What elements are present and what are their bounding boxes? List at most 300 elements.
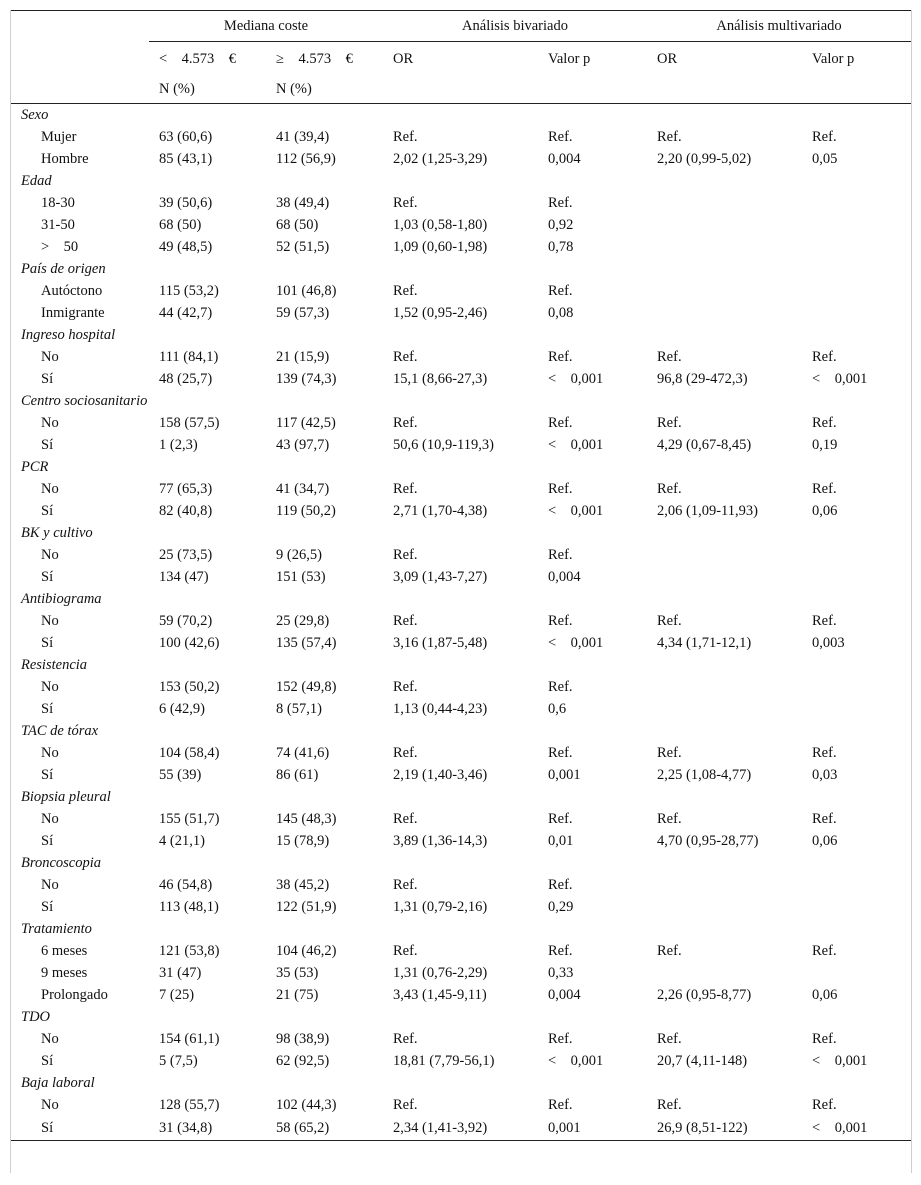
- table-row: [11, 1028, 911, 1050]
- cell-below-median: 155 (51,7): [159, 811, 220, 827]
- cell-below-median: 31 (34,8): [149, 1116, 266, 1141]
- cell-p-bivariate: Ref.: [548, 613, 573, 629]
- cell-below-median: 4 (21,1): [159, 833, 205, 849]
- cell-or-bivariate: Ref.: [393, 613, 418, 629]
- cell-above-median: 104 (46,2): [276, 943, 337, 959]
- cell-or-multivariate: Ref.: [657, 415, 682, 431]
- row-label: Inmigrante: [41, 305, 105, 321]
- cell-above-median: 52 (51,5): [276, 239, 330, 255]
- cell-above-median: 98 (38,9): [276, 1031, 330, 1047]
- table-row: [11, 830, 911, 852]
- cell-below-median: 158 (57,5): [159, 415, 220, 431]
- row-label: No: [41, 1031, 59, 1047]
- cell-p-bivariate: Ref.: [548, 129, 573, 145]
- cell-p-bivariate: 0,92: [548, 217, 574, 233]
- cell-p-bivariate: < 0,001: [548, 1053, 604, 1069]
- cell-above-median: 112 (56,9): [276, 151, 336, 167]
- table-row: [11, 962, 911, 984]
- cell-p-bivariate: 0,08: [548, 305, 574, 321]
- category-row: [11, 786, 911, 808]
- cell-p-multivariate: Ref.: [812, 129, 837, 145]
- category-label: BK y cultivo: [21, 525, 93, 541]
- cell-or-bivariate: 2,19 (1,40-3,46): [393, 767, 488, 783]
- cell-p-multivariate: [802, 566, 911, 588]
- cell-above-median: 15 (78,9): [276, 833, 330, 849]
- cell-below-median: 82 (40,8): [159, 503, 213, 519]
- cell-p-multivariate: < 0,001: [812, 371, 868, 387]
- cell-or-multivariate: [647, 280, 802, 302]
- cell-p-bivariate: < 0,001: [548, 503, 604, 519]
- table-row: [11, 214, 911, 236]
- table-row: [11, 302, 911, 324]
- cell-below-median: 7 (25): [159, 987, 195, 1003]
- cell-above-median: 41 (39,4): [276, 129, 330, 145]
- row-label: No: [41, 415, 59, 431]
- row-label: Sí: [41, 503, 54, 519]
- cell-below-median: 115 (53,2): [159, 283, 219, 299]
- cell-above-median: 119 (50,2): [276, 503, 336, 519]
- cell-below-median: 111 (84,1): [159, 349, 219, 365]
- table-row: [11, 676, 911, 698]
- cell-or-multivariate: Ref.: [657, 745, 682, 761]
- cell-above-median: 102 (44,3): [276, 1097, 337, 1113]
- cell-or-bivariate: 1,13 (0,44-4,23): [393, 701, 488, 717]
- cell-or-bivariate: 1,09 (0,60-1,98): [393, 239, 488, 255]
- cell-above-median: 21 (15,9): [276, 349, 330, 365]
- cell-or-multivariate: 20,7 (4,11-148): [657, 1053, 748, 1069]
- group-header-multivariate: Análisis multivariado: [647, 11, 911, 42]
- cell-below-median: 68 (50): [159, 217, 202, 233]
- cell-below-median: 25 (73,5): [159, 547, 213, 563]
- cell-or-multivariate: [647, 676, 802, 698]
- cell-or-bivariate: Ref.: [393, 877, 418, 893]
- cell-or-bivariate: 2,71 (1,70-4,38): [393, 503, 488, 519]
- cell-p-multivariate: < 0,001: [802, 1116, 911, 1141]
- col-header-above-median: ≥ 4.573 €: [276, 50, 353, 67]
- cell-or-bivariate: Ref.: [393, 129, 418, 145]
- table-row: [11, 1116, 911, 1141]
- row-label: > 50: [41, 239, 79, 255]
- cell-below-median: 39 (50,6): [159, 195, 213, 211]
- cell-above-median: 8 (57,1): [276, 701, 322, 717]
- cell-p-multivariate: Ref.: [812, 943, 837, 959]
- cell-below-median: 154 (61,1): [159, 1031, 220, 1047]
- group-header-bivariate: Análisis bivariado: [383, 11, 647, 42]
- cell-p-multivariate: [802, 236, 911, 258]
- table-row: [11, 126, 911, 148]
- cell-or-bivariate: Ref.: [393, 283, 418, 299]
- cell-p-multivariate: [802, 192, 911, 214]
- cell-or-multivariate: 2,25 (1,08-4,77): [657, 767, 752, 783]
- cell-above-median: 62 (92,5): [276, 1053, 330, 1069]
- cell-or-multivariate: [647, 962, 802, 984]
- table-row: [11, 412, 911, 434]
- table-row: [11, 368, 911, 390]
- category-row: [11, 720, 911, 742]
- cell-or-multivariate: 96,8 (29-472,3): [657, 371, 748, 387]
- row-label: 18-30: [41, 195, 75, 211]
- cell-p-bivariate: Ref.: [548, 415, 573, 431]
- cell-or-bivariate: 15,1 (8,66-27,3): [393, 371, 488, 387]
- cell-below-median: 77 (65,3): [159, 481, 213, 497]
- category-row: [11, 104, 911, 127]
- cell-or-multivariate: 2,20 (0,99-5,02): [657, 151, 752, 167]
- table-row: [11, 478, 911, 500]
- cell-or-bivariate: 3,43 (1,45-9,11): [393, 987, 487, 1003]
- cell-or-multivariate: 2,06 (1,09-11,93): [657, 503, 758, 519]
- cell-p-multivariate: Ref.: [812, 613, 837, 629]
- cell-p-multivariate: [802, 214, 911, 236]
- cell-or-multivariate: 4,29 (0,67-8,45): [657, 437, 752, 453]
- row-label: Sí: [41, 1053, 54, 1069]
- cell-p-multivariate: [802, 544, 911, 566]
- cell-p-multivariate: 0,06: [812, 987, 838, 1003]
- col-header-below-median: < 4.573 €: [159, 50, 237, 67]
- row-label: No: [41, 1097, 59, 1113]
- cell-or-multivariate: Ref.: [657, 811, 682, 827]
- cell-or-bivariate: Ref.: [393, 415, 418, 431]
- cell-or-bivariate: 3,89 (1,36-14,3): [393, 833, 488, 849]
- cell-below-median: 85 (43,1): [159, 151, 213, 167]
- cell-below-median: 104 (58,4): [159, 745, 220, 761]
- cell-or-bivariate: Ref.: [393, 811, 418, 827]
- cell-or-bivariate: 3,09 (1,43-7,27): [393, 569, 488, 585]
- category-label: Tratamiento: [21, 921, 92, 937]
- cell-or-multivariate: [647, 874, 802, 896]
- cell-p-bivariate: 0,001: [548, 767, 581, 783]
- cell-below-median: 48 (25,7): [159, 371, 213, 387]
- cell-or-bivariate: 2,34 (1,41-3,92): [383, 1116, 538, 1141]
- cell-above-median: 117 (42,5): [276, 415, 336, 431]
- cell-p-multivariate: [802, 962, 911, 984]
- category-label: Biopsia pleural: [21, 789, 111, 805]
- cell-p-bivariate: Ref.: [548, 195, 573, 211]
- cell-or-bivariate: Ref.: [393, 481, 418, 497]
- cell-p-bivariate: Ref.: [548, 481, 573, 497]
- cell-or-multivariate: Ref.: [657, 613, 682, 629]
- cell-p-multivariate: Ref.: [812, 1031, 837, 1047]
- cell-or-bivariate: Ref.: [393, 943, 418, 959]
- cell-or-bivariate: Ref.: [393, 349, 418, 365]
- cell-below-median: 134 (47): [159, 569, 209, 585]
- row-label: Sí: [41, 569, 54, 585]
- cell-or-multivariate: Ref.: [657, 481, 682, 497]
- row-label: No: [41, 481, 59, 497]
- col-header-or-multivariate: OR: [657, 50, 678, 67]
- cell-p-bivariate: < 0,001: [548, 635, 604, 651]
- cell-p-bivariate: 0,78: [548, 239, 574, 255]
- row-label: 31-50: [41, 217, 75, 233]
- cell-above-median: 74 (41,6): [276, 745, 330, 761]
- cell-or-multivariate: [647, 302, 802, 324]
- cell-p-multivariate: Ref.: [812, 1097, 837, 1113]
- category-row: [11, 170, 911, 192]
- table-row: [11, 544, 911, 566]
- cell-p-bivariate: Ref.: [548, 745, 573, 761]
- cell-p-multivariate: 0,19: [812, 437, 838, 453]
- table-row: [11, 236, 911, 258]
- cell-above-median: 145 (48,3): [276, 811, 337, 827]
- cell-above-median: 151 (53): [276, 569, 326, 585]
- cell-above-median: 122 (51,9): [276, 899, 337, 915]
- cell-or-bivariate: 2,02 (1,25-3,29): [393, 151, 488, 167]
- category-row: [11, 918, 911, 940]
- cell-below-median: 128 (55,7): [159, 1097, 220, 1113]
- cell-p-multivariate: 0,003: [812, 635, 845, 651]
- category-row: [11, 522, 911, 544]
- cell-p-multivariate: [802, 676, 911, 698]
- cell-below-median: 113 (48,1): [159, 899, 219, 915]
- cell-above-median: 152 (49,8): [276, 679, 337, 695]
- category-label: TDO: [21, 1009, 51, 1025]
- cell-p-bivariate: Ref.: [548, 877, 573, 893]
- row-label: Sí: [11, 1116, 149, 1141]
- cell-or-bivariate: Ref.: [393, 1097, 418, 1113]
- cell-p-multivariate: Ref.: [812, 349, 837, 365]
- table-row: [11, 742, 911, 764]
- cell-p-bivariate: 0,004: [548, 151, 581, 167]
- cell-or-bivariate: Ref.: [393, 679, 418, 695]
- cell-above-median: 9 (26,5): [276, 547, 322, 563]
- category-row: [11, 456, 911, 478]
- category-label: País de origen: [21, 261, 106, 277]
- cell-above-median: 35 (53): [276, 965, 319, 981]
- col-subheader-n-pct: N (%): [149, 75, 266, 104]
- cell-or-multivariate: Ref.: [657, 349, 682, 365]
- category-row: [11, 852, 911, 874]
- cell-or-multivariate: Ref.: [657, 129, 682, 145]
- row-label: No: [41, 811, 59, 827]
- cell-above-median: 41 (34,7): [276, 481, 330, 497]
- cell-p-bivariate: 0,6: [548, 701, 567, 717]
- cell-or-bivariate: 1,31 (0,76-2,29): [393, 965, 488, 981]
- row-label: Sí: [41, 635, 54, 651]
- cell-or-multivariate: Ref.: [657, 1097, 682, 1113]
- table-row: [11, 148, 911, 170]
- category-row: [11, 390, 911, 412]
- cell-or-multivariate: [647, 236, 802, 258]
- cell-above-median: 43 (97,7): [276, 437, 330, 453]
- row-label: Autóctono: [41, 283, 103, 299]
- header-empty-cell: [11, 42, 149, 76]
- cell-p-multivariate: [802, 698, 911, 720]
- cell-p-bivariate: < 0,001: [548, 371, 604, 387]
- cell-p-bivariate: Ref.: [548, 679, 573, 695]
- cell-above-median: 25 (29,8): [276, 613, 330, 629]
- table-body: [11, 104, 911, 1141]
- cell-above-median: 86 (61): [276, 767, 319, 783]
- cell-p-bivariate: Ref.: [548, 1031, 573, 1047]
- cell-below-median: 59 (70,2): [159, 613, 213, 629]
- cell-p-bivariate: Ref.: [548, 283, 573, 299]
- cell-or-multivariate: [647, 896, 802, 918]
- category-row: [11, 1006, 911, 1028]
- cell-above-median: 38 (45,2): [276, 877, 330, 893]
- col-subheader-n-pct: N (%): [266, 75, 383, 104]
- cell-below-median: 6 (42,9): [159, 701, 205, 717]
- category-label: Baja laboral: [21, 1075, 95, 1091]
- cell-p-bivariate: 0,01: [548, 833, 574, 849]
- row-label: 6 meses: [41, 943, 88, 959]
- cell-above-median: 68 (50): [276, 217, 319, 233]
- cell-or-multivariate: Ref.: [657, 943, 682, 959]
- table-row: [11, 566, 911, 588]
- table-row: [11, 1050, 911, 1072]
- table-row: [11, 940, 911, 962]
- cell-below-median: 153 (50,2): [159, 679, 220, 695]
- cell-above-median: 38 (49,4): [276, 195, 330, 211]
- cell-below-median: 121 (53,8): [159, 943, 220, 959]
- category-label: Edad: [21, 173, 52, 189]
- row-label: No: [41, 613, 59, 629]
- row-label: Sí: [41, 767, 54, 783]
- cell-below-median: 55 (39): [159, 767, 202, 783]
- table-row: [11, 896, 911, 918]
- category-label: Resistencia: [21, 657, 88, 673]
- cell-p-multivariate: 0,05: [812, 151, 838, 167]
- row-label: No: [41, 679, 59, 695]
- cell-p-bivariate: 0,29: [548, 899, 574, 915]
- category-label: TAC de tórax: [21, 723, 99, 739]
- cell-or-bivariate: 18,81 (7,79-56,1): [393, 1053, 495, 1069]
- cell-or-multivariate: 4,34 (1,71-12,1): [657, 635, 752, 651]
- cell-below-median: 63 (60,6): [159, 129, 213, 145]
- category-row: [11, 1072, 911, 1094]
- row-label: Sí: [41, 701, 54, 717]
- category-label: Broncoscopia: [21, 855, 102, 871]
- table-row: [11, 280, 911, 302]
- col-header-p-bivariate: Valor p: [548, 50, 591, 67]
- cell-p-bivariate: 0,004: [548, 987, 581, 1003]
- table-row: [11, 346, 911, 368]
- cell-p-multivariate: Ref.: [812, 415, 837, 431]
- table-row: [11, 610, 911, 632]
- cell-p-bivariate: Ref.: [548, 349, 573, 365]
- cell-or-bivariate: 1,52 (0,95-2,46): [393, 305, 488, 321]
- cell-or-bivariate: Ref.: [393, 547, 418, 563]
- table-row: [11, 808, 911, 830]
- table-row: [11, 984, 911, 1006]
- cell-above-median: 101 (46,8): [276, 283, 337, 299]
- header-empty-cell: [11, 11, 149, 42]
- table-row: [11, 698, 911, 720]
- cell-or-bivariate: 3,16 (1,87-5,48): [393, 635, 488, 651]
- cell-p-bivariate: Ref.: [548, 1097, 573, 1113]
- cell-or-multivariate: 4,70 (0,95-28,77): [657, 833, 759, 849]
- cell-below-median: 44 (42,7): [159, 305, 213, 321]
- row-label: No: [41, 877, 59, 893]
- cell-p-bivariate: Ref.: [548, 811, 573, 827]
- cell-above-median: 21 (75): [276, 987, 319, 1003]
- cell-or-bivariate: Ref.: [393, 195, 418, 211]
- cell-or-multivariate: [647, 566, 802, 588]
- cell-or-multivariate: [647, 698, 802, 720]
- cell-above-median: 135 (57,4): [276, 635, 337, 651]
- cell-p-multivariate: Ref.: [812, 745, 837, 761]
- category-row: [11, 588, 911, 610]
- cell-below-median: 1 (2,3): [159, 437, 198, 453]
- cell-or-multivariate: [647, 192, 802, 214]
- cell-p-multivariate: < 0,001: [812, 1053, 868, 1069]
- row-label: Sí: [41, 371, 54, 387]
- row-label: No: [41, 547, 59, 563]
- table-row: [11, 632, 911, 654]
- cell-below-median: 100 (42,6): [159, 635, 220, 651]
- category-label: Ingreso hospital: [21, 327, 116, 343]
- col-header-or-bivariate: OR: [393, 50, 414, 67]
- cell-p-multivariate: Ref.: [812, 481, 837, 497]
- cell-p-bivariate: Ref.: [548, 547, 573, 563]
- table-container: [10, 10, 912, 1173]
- row-label: Sí: [41, 437, 54, 453]
- col-header-p-multivariate: Valor p: [812, 50, 855, 67]
- row-label: Mujer: [41, 129, 77, 145]
- cell-p-multivariate: [802, 302, 911, 324]
- cell-p-multivariate: Ref.: [812, 811, 837, 827]
- category-label: Sexo: [21, 107, 49, 123]
- category-row: [11, 324, 911, 346]
- cell-p-multivariate: [802, 896, 911, 918]
- group-header-median-cost: Mediana coste: [149, 11, 383, 42]
- category-row: [11, 258, 911, 280]
- cell-p-multivariate: 0,06: [812, 503, 838, 519]
- cell-p-multivariate: [802, 280, 911, 302]
- row-label: Sí: [41, 899, 54, 915]
- cell-p-bivariate: 0,33: [548, 965, 574, 981]
- cell-above-median: 59 (57,3): [276, 305, 330, 321]
- row-label: Prolongado: [41, 987, 108, 1003]
- category-label: Centro sociosanitario: [21, 393, 148, 409]
- cell-p-multivariate: 0,03: [812, 767, 838, 783]
- cell-or-multivariate: Ref.: [657, 1031, 682, 1047]
- cost-analysis-table: [11, 10, 911, 1141]
- cell-p-multivariate: 0,06: [812, 833, 838, 849]
- cell-p-multivariate: [802, 874, 911, 896]
- table-row: [11, 500, 911, 522]
- category-row: [11, 654, 911, 676]
- header-empty-cell: [11, 75, 149, 104]
- row-label: No: [41, 349, 59, 365]
- category-label: PCR: [21, 459, 49, 475]
- cell-below-median: 5 (7,5): [159, 1053, 198, 1069]
- cell-or-multivariate: 2,26 (0,95-8,77): [657, 987, 752, 1003]
- table-header: [11, 11, 911, 104]
- row-label: Hombre: [41, 151, 89, 167]
- cell-p-bivariate: 0,001: [538, 1116, 647, 1141]
- cell-or-bivariate: 50,6 (10,9-119,3): [393, 437, 494, 453]
- cell-p-bivariate: 0,004: [548, 569, 581, 585]
- table-row: [11, 434, 911, 456]
- table-row: [11, 192, 911, 214]
- row-label: 9 meses: [41, 965, 88, 981]
- table-row: [11, 764, 911, 786]
- row-label: Sí: [41, 833, 54, 849]
- table-row: [11, 874, 911, 896]
- cell-or-multivariate: 26,9 (8,51-122): [647, 1116, 802, 1141]
- cell-or-bivariate: 1,31 (0,79-2,16): [393, 899, 488, 915]
- cell-above-median: 58 (65,2): [266, 1116, 383, 1141]
- cell-p-bivariate: < 0,001: [548, 437, 604, 453]
- cell-above-median: 139 (74,3): [276, 371, 337, 387]
- cell-or-bivariate: Ref.: [393, 1031, 418, 1047]
- row-label: No: [41, 745, 59, 761]
- cell-below-median: 49 (48,5): [159, 239, 213, 255]
- cell-or-bivariate: Ref.: [393, 745, 418, 761]
- table-row: [11, 1094, 911, 1116]
- cell-or-multivariate: [647, 214, 802, 236]
- cell-p-bivariate: Ref.: [548, 943, 573, 959]
- cell-or-bivariate: 1,03 (0,58-1,80): [393, 217, 488, 233]
